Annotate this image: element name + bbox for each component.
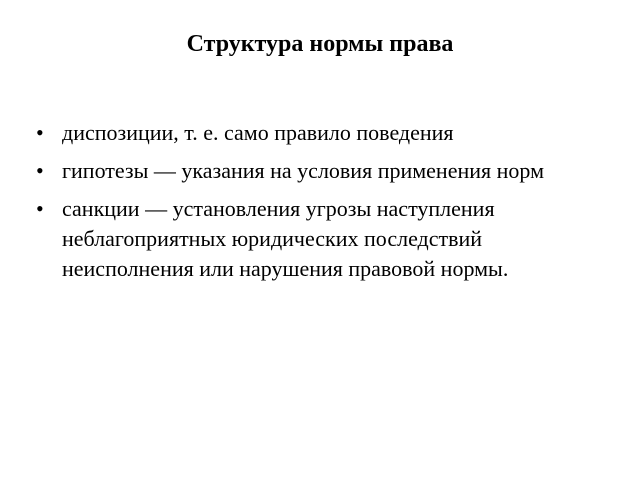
bullet-list bbox=[32, 118, 592, 292]
list-item bbox=[32, 194, 592, 284]
list-item bbox=[32, 118, 592, 148]
bullet-icon: • bbox=[36, 196, 44, 221]
slide-title: Структура нормы права bbox=[186, 31, 454, 57]
bullet-icon: • bbox=[36, 120, 44, 145]
list-item bbox=[32, 156, 592, 186]
list-item-text: гипотезы — указания на условия применения норм bbox=[62, 158, 545, 183]
bullet-icon: • bbox=[36, 158, 44, 183]
list-item-text: диспозиции, т. е. само правило поведения bbox=[62, 120, 454, 145]
list-item-text: санкции — установления угрозы наступления неблагоприятных юридических последствий неисполнения или нарушения правовой нормы. bbox=[62, 196, 509, 281]
